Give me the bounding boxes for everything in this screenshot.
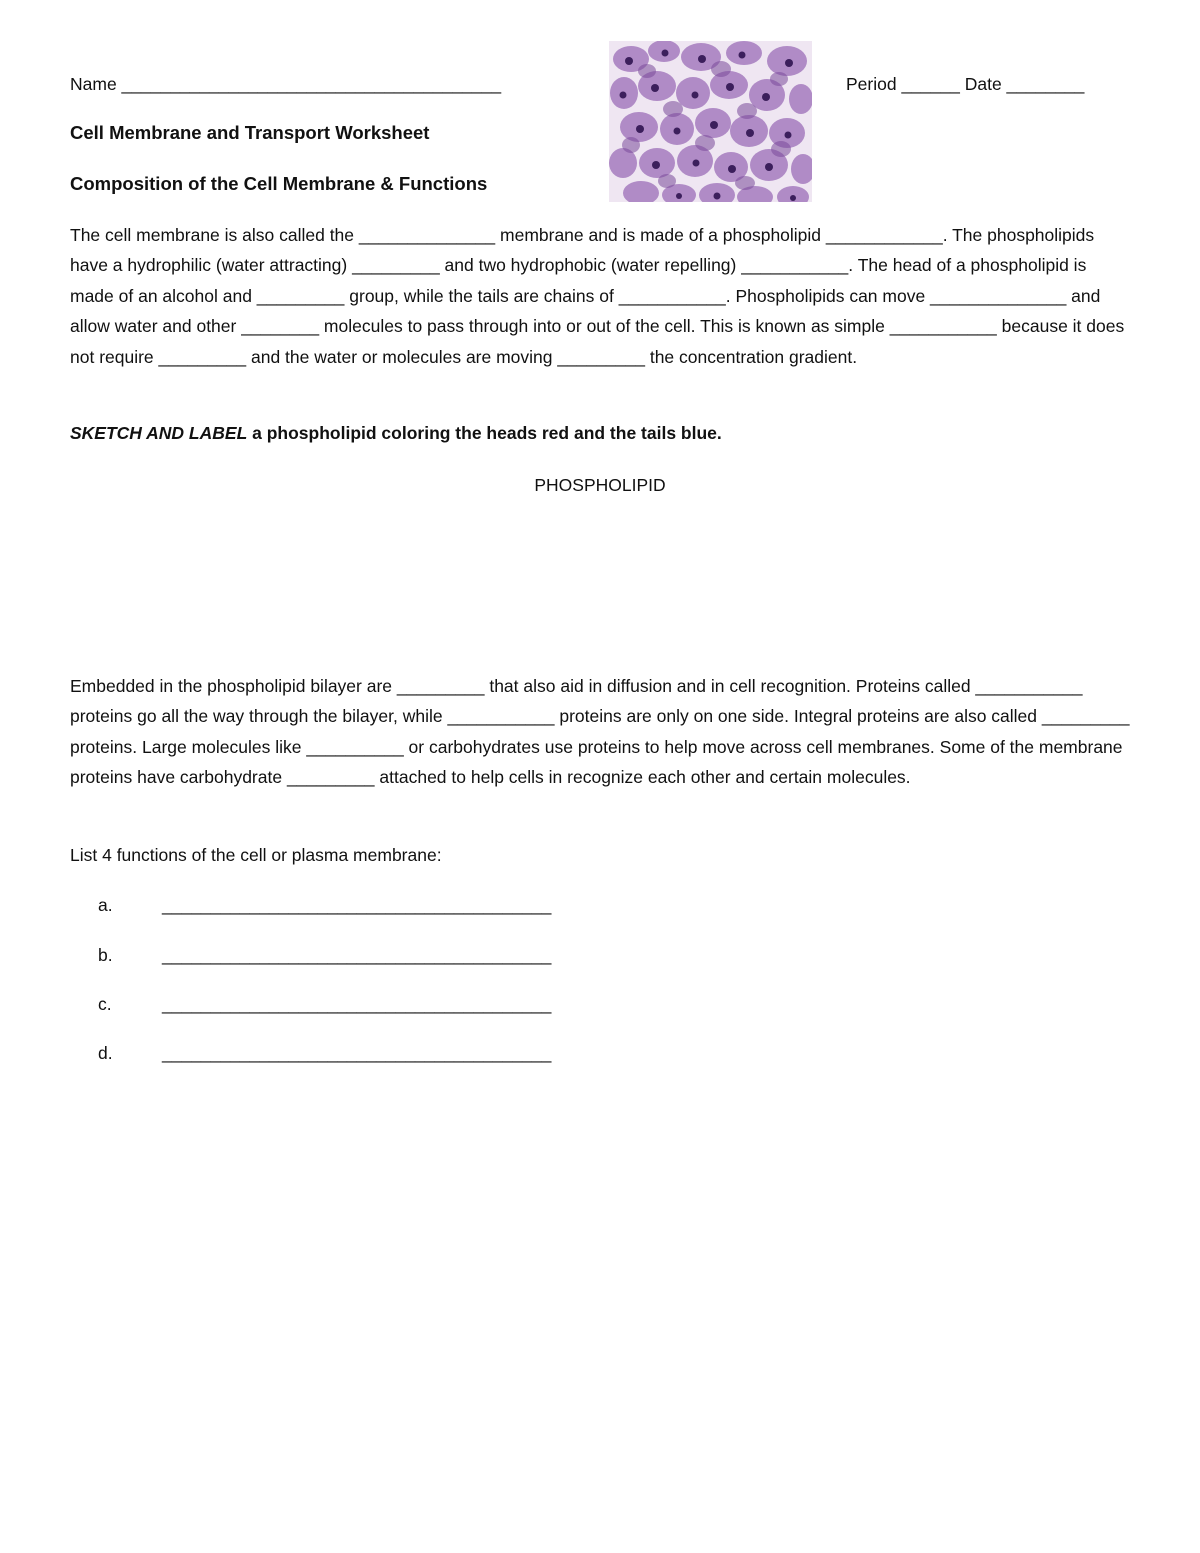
sketch-instruction-emphasis: SKETCH AND LABEL — [70, 423, 248, 443]
cell-micrograph-icon — [609, 41, 812, 202]
list-item-answer-blank: ________________________________________ — [162, 1043, 552, 1063]
worksheet-title: Cell Membrane and Transport Worksheet — [70, 122, 430, 143]
list-item-letter: b. — [98, 945, 113, 965]
list-item-letter: c. — [98, 994, 112, 1014]
cell-micrograph-image — [609, 41, 812, 202]
sketch-instruction-rest: a phospholipid coloring the heads red and the tails blue. — [247, 423, 722, 443]
list-item-answer-blank: ________________________________________ — [162, 945, 552, 965]
name-field-line: Name _______________________________________ — [70, 74, 502, 94]
list-item-answer-blank: ________________________________________ — [162, 895, 552, 915]
list-item-letter: a. — [98, 895, 113, 915]
list-item-answer-blank: ________________________________________ — [162, 994, 552, 1014]
functions-list-intro: List 4 functions of the cell or plasma membrane: — [70, 845, 442, 865]
sketch-instruction — [70, 423, 722, 444]
list-item-letter: d. — [98, 1043, 113, 1063]
section-subtitle: Composition of the Cell Membrane & Functions — [70, 173, 488, 194]
membrane-composition-paragraph: The cell membrane is also called the ______________ membrane and is made of a phospholipid ____________. The phospholipids have a hydrophilic (water attracting) _________ and two hydrophobic (water repelling) ___________. The head of a phospholipid is made of an alcohol and _________ group, while the tails are chains of ___________. Phospholipids can move ______________ and allow water and other ________ molecules to pass through into or out of the cell. This is known as simple ___________ because it does not require _________ and the water or molecules are moving _________ the concentration gradient. — [70, 225, 1125, 367]
membrane-proteins-paragraph: Embedded in the phospholipid bilayer are _________ that also aid in diffusion and in cell recognition. Proteins called ___________ proteins go all the way through the bilayer, while ___________ proteins are only on one side. Integral proteins are also called _________ proteins. Large molecules like __________ or carbohydrates use proteins to help move across cell membranes. Some of the membrane proteins have carbohydrate _________ attached to help cells in recognize each other and certain molecules. — [70, 676, 1130, 788]
period-date-line: Period ______ Date ________ — [846, 74, 1085, 94]
phospholipid-label: PHOSPHOLIPID — [534, 475, 666, 495]
